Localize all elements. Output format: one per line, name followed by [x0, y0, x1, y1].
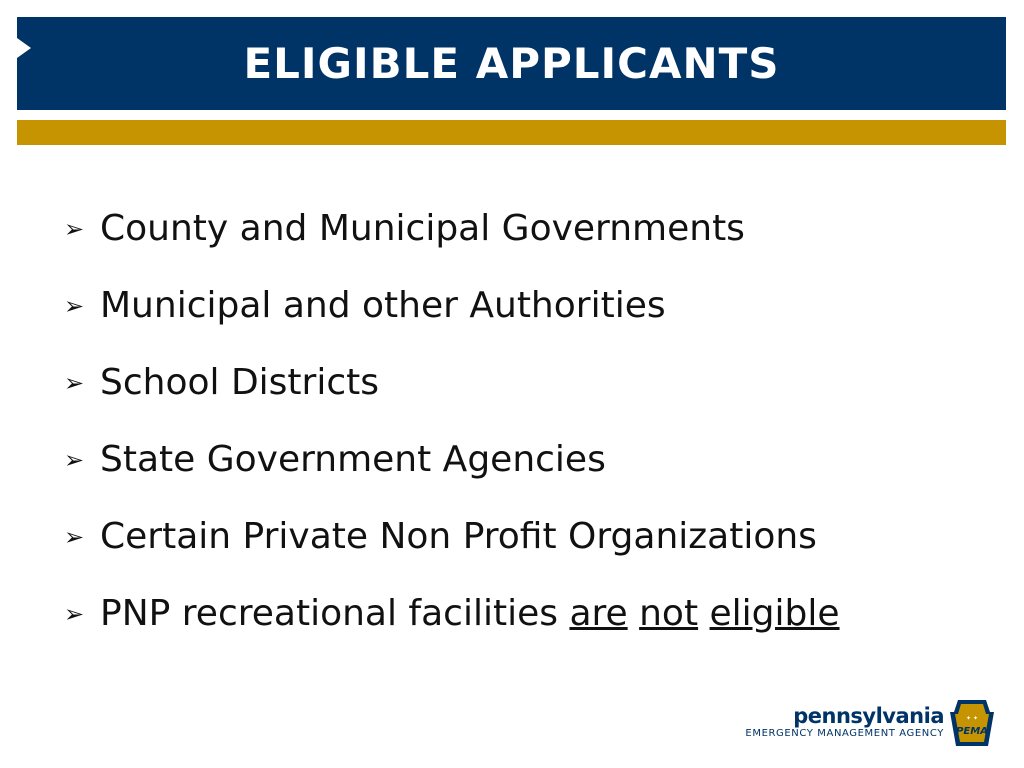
arrowhead-bullet-icon: ➢ — [64, 368, 85, 397]
list-item-text: State Government Agencies — [100, 439, 606, 480]
list-item-prefix: PNP recreational facilities — [100, 593, 570, 634]
arrowhead-bullet-icon: ➢ — [64, 214, 85, 243]
svg-text:✦ ✦: ✦ ✦ — [966, 715, 978, 722]
arrowhead-bullet-icon: ➢ — [64, 291, 85, 320]
list-item — [64, 498, 840, 575]
logo-subtitle: EMERGENCY MANAGEMENT AGENCY — [745, 728, 944, 739]
list-item — [64, 190, 840, 267]
logo-name: pennsylvania — [793, 704, 944, 728]
list-item-text: Municipal and other Authorities — [100, 285, 666, 326]
arrowhead-bullet-icon: ➢ — [64, 522, 85, 551]
title-bar — [17, 17, 1006, 110]
page-title: ELIGIBLE APPLICANTS — [243, 39, 780, 88]
list-item — [64, 575, 840, 652]
bullet-list — [64, 190, 840, 652]
underlined-word-are: are — [569, 593, 628, 634]
list-item-text: County and Municipal Governments — [100, 208, 745, 249]
list-item — [64, 421, 840, 498]
underlined-word-eligible: eligible — [709, 593, 840, 634]
list-item — [64, 344, 840, 421]
list-item — [64, 267, 840, 344]
keystone-icon — [950, 698, 994, 748]
list-item-text: School Districts — [100, 362, 380, 403]
logo-badge: PEMA — [956, 726, 988, 737]
underlined-word-not: not — [639, 593, 699, 634]
arrowhead-bullet-icon: ➢ — [64, 445, 85, 474]
accent-divider — [17, 120, 1006, 145]
arrowhead-bullet-icon: ➢ — [64, 599, 85, 628]
logo-text — [745, 705, 944, 741]
list-item-text — [100, 593, 840, 634]
pema-logo — [745, 698, 994, 748]
list-item-text: Certain Private Non Profit Organizations — [100, 516, 817, 557]
